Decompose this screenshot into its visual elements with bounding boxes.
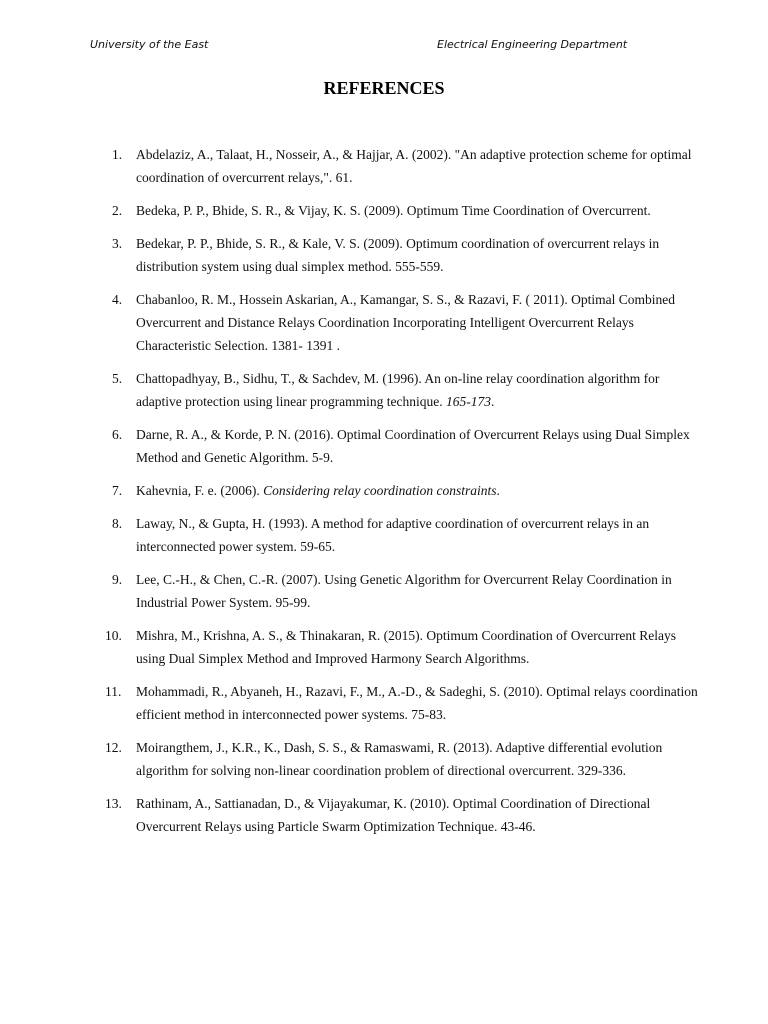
reference-number: 2. <box>112 203 123 218</box>
reference-italic-title: Considering relay coordination constraints <box>263 483 497 498</box>
reference-number: 7. <box>112 483 123 498</box>
reference-text: Chattopadhyay, B., Sidhu, T., & Sachdev, M. (1996). An on-line relay coordination algorithm for adaptive protection using linear programming technique. <box>136 371 660 409</box>
reference-item <box>0 367 768 413</box>
reference-number: 10. <box>105 628 122 643</box>
reference-item <box>0 736 768 782</box>
reference-number: 5. <box>112 371 123 386</box>
reference-text: Darne, R. A., & Korde, P. N. (2016). Optimal Coordination of Overcurrent Relays using Dual Simplex Method and Genetic Algorithm. 5-9. <box>136 427 690 465</box>
reference-item <box>0 568 768 614</box>
reference-item <box>0 512 768 558</box>
reference-item <box>0 680 768 726</box>
header-institution: University of the East <box>90 38 209 51</box>
reference-text: Lee, C.-H., & Chen, C.-R. (2007). Using Genetic Algorithm for Overcurrent Relay Coordination in Industrial Power System. 95-99. <box>136 572 672 610</box>
reference-item <box>0 143 768 189</box>
reference-text: Mohammadi, R., Abyaneh, H., Razavi, F., M., A.-D., & Sadeghi, S. (2010). Optimal relays coordination efficient method in interconnected power systems. 75-83. <box>136 684 698 722</box>
reference-number: 8. <box>112 516 123 531</box>
header-department: Electrical Engineering Department <box>437 38 628 51</box>
reference-list <box>0 143 768 848</box>
reference-number: 4. <box>112 292 123 307</box>
reference-text: Rathinam, A., Sattianadan, D., & Vijayakumar, K. (2010). Optimal Coordination of Directional Overcurrent Relays using Particle Swarm Optimization Technique. 43-46. <box>136 796 651 834</box>
reference-number: 13. <box>105 796 122 811</box>
reference-number: 3. <box>112 236 123 251</box>
reference-number: 9. <box>112 572 123 587</box>
reference-text: Mishra, M., Krishna, A. S., & Thinakaran, R. (2015). Optimum Coordination of Overcurrent Relays using Dual Simplex Method and Improved Harmony Search Algorithms. <box>136 628 677 666</box>
reference-item <box>0 199 768 222</box>
reference-item <box>0 479 768 502</box>
reference-italic-pages: 165-173 <box>446 394 492 409</box>
reference-item <box>0 423 768 469</box>
page-title: REFERENCES <box>323 78 445 98</box>
reference-trailing: . <box>491 394 495 409</box>
reference-text: Abdelaziz, A., Talaat, H., Nosseir, A., & Hajjar, A. (2002). "An adaptive protection scheme for optimal coordination of overcurrent relays,". 61. <box>136 147 692 185</box>
reference-item <box>0 232 768 278</box>
reference-number: 1. <box>112 147 123 162</box>
reference-item <box>0 624 768 670</box>
reference-item <box>0 792 768 838</box>
reference-trailing: . <box>496 483 500 498</box>
reference-text: Chabanloo, R. M., Hossein Askarian, A., Kamangar, S. S., & Razavi, F. ( 2011). Optimal Combined Overcurrent and Distance Relays Coordination Incorporating Intelligent Overcurrent Relays Characteristic Selection. 1381- 1391 . <box>136 292 675 353</box>
reference-text: Moirangthem, J., K.R., K., Dash, S. S., & Ramaswami, R. (2013). Adaptive differential evolution algorithm for solving non-linear coordination problem of directional overcurrent. 329-336. <box>136 740 663 778</box>
reference-text: Kahevnia, F. e. (2006). <box>136 483 264 498</box>
reference-text: Laway, N., & Gupta, H. (1993). A method for adaptive coordination of overcurrent relays in an interconnected power system. 59-65. <box>136 516 650 554</box>
reference-item <box>0 288 768 357</box>
reference-number: 6. <box>112 427 123 442</box>
reference-number: 11. <box>105 684 122 699</box>
reference-number: 12. <box>105 740 122 755</box>
reference-text: Bedeka, P. P., Bhide, S. R., & Vijay, K. S. (2009). Optimum Time Coordination of Overcurrent. <box>136 203 651 218</box>
reference-text: Bedekar, P. P., Bhide, S. R., & Kale, V. S. (2009). Optimum coordination of overcurrent relays in distribution system using dual simplex method. 555-559. <box>136 236 660 274</box>
